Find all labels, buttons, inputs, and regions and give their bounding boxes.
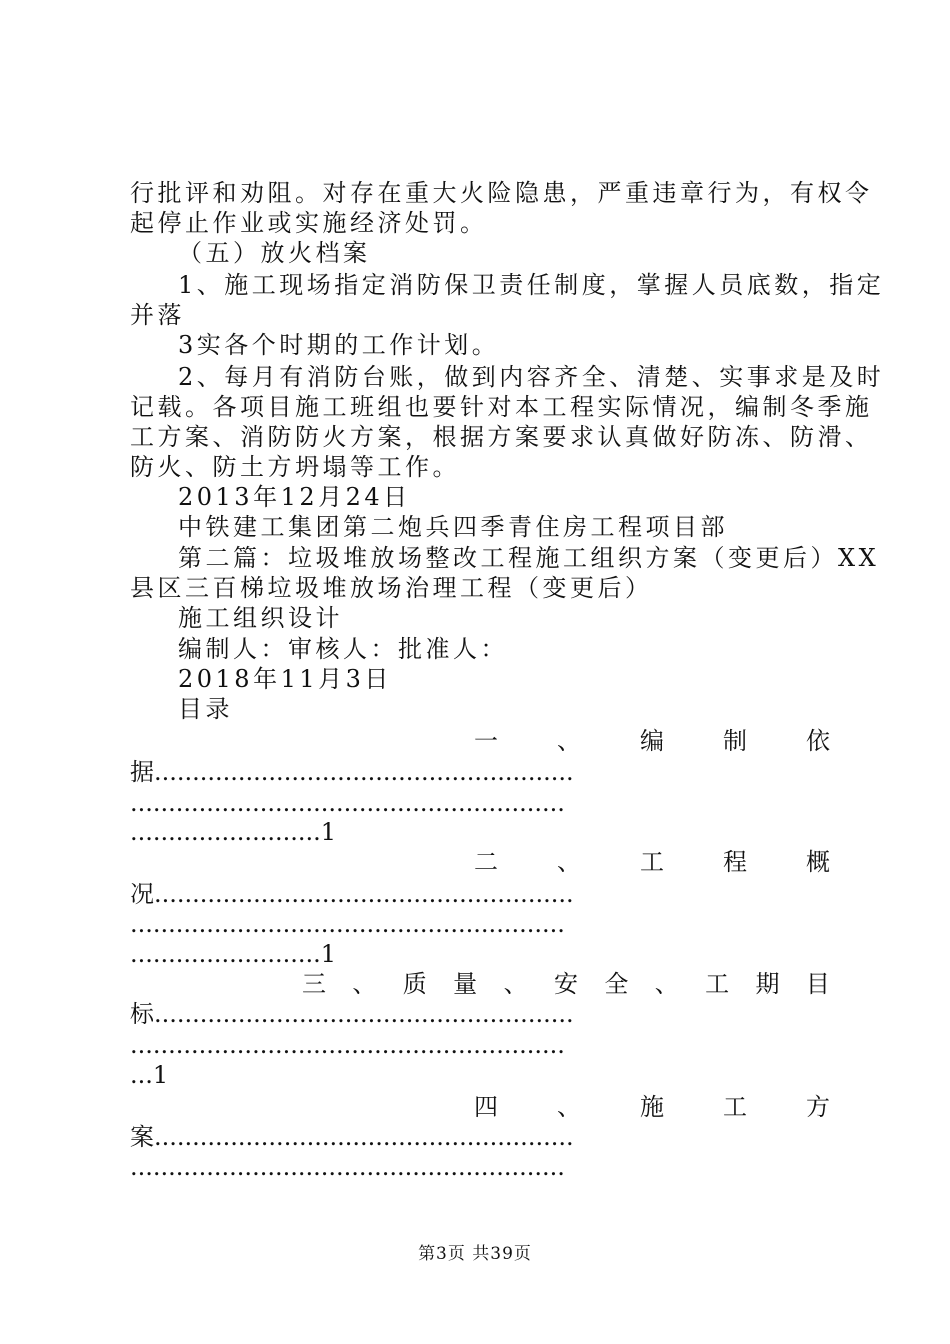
toc-heading-char: 程 [723, 848, 747, 876]
toc-heading-char: 、 [654, 970, 679, 998]
page-footer: 第3页 共39页 [418, 1244, 532, 1264]
paragraph-line: 行批评和劝阻。对存在重大火险隐患，严重违章行为，有权令 [130, 179, 873, 207]
toc-leader: 据....................................................... [130, 758, 574, 786]
toc-heading [474, 1092, 830, 1122]
toc-leader: ......................................................... [130, 789, 565, 817]
chapter-title-continued: 县区三百梯垃圾堆放场治理工程（变更后） [130, 574, 653, 602]
document-title: 施工组织设计 [178, 604, 343, 632]
toc-heading-char: 制 [723, 727, 747, 755]
toc-heading-char: 依 [806, 727, 830, 755]
toc-leader-page: .........................1 [130, 818, 336, 846]
paragraph-line: 3实各个时期的工作计划。 [178, 331, 500, 359]
toc-leader-page: .........................1 [130, 940, 336, 968]
paragraph-line: 并落 [130, 301, 185, 329]
toc-leader: 案....................................................... [130, 1123, 574, 1151]
toc-heading-char: 一 [474, 727, 498, 755]
toc-heading-char: 三 [302, 970, 326, 998]
toc-leader: 标....................................................... [130, 1000, 574, 1028]
toc-heading-char: 方 [806, 1093, 830, 1121]
date-line: 2018年11月3日 [178, 665, 392, 693]
toc-heading-char: 施 [640, 1093, 664, 1121]
paragraph-line: 2、每月有消防台账，做到内容齐全、清楚、实事求是及时 [178, 363, 885, 391]
paragraph-line: 防火、防土方坍塌等工作。 [130, 453, 460, 481]
toc-heading [474, 726, 830, 756]
toc-leader: 况....................................................... [130, 880, 574, 908]
toc-leader-page: ...1 [130, 1061, 169, 1089]
toc-heading-char: 概 [806, 848, 830, 876]
toc-heading-char: 二 [474, 848, 498, 876]
toc-heading-char: 量 [453, 970, 478, 998]
toc-leader: ......................................................... [130, 1153, 565, 1181]
toc-heading [474, 847, 830, 877]
toc-heading-char: 目 [805, 970, 830, 998]
toc-heading-char: 、 [503, 970, 528, 998]
toc-heading-char: 工 [640, 848, 664, 876]
section-heading: （五）放火档案 [178, 239, 371, 267]
toc-heading-char: 、 [557, 1093, 581, 1121]
paragraph-line: 记载。各项目施工班组也要针对本工程实际情况，编制冬季施 [130, 393, 873, 421]
signature-line: 编制人：审核人：批准人： [178, 635, 508, 663]
chapter-title: 第二篇：垃圾堆放场整改工程施工组织方案（变更后）XX [178, 544, 880, 572]
toc-heading-char: 、 [557, 727, 581, 755]
toc-heading-char: 质 [402, 970, 427, 998]
toc-heading [302, 969, 830, 999]
paragraph-line: 1、施工现场指定消防保卫责任制度，掌握人员底数，指定 [178, 271, 885, 299]
paragraph-line: 起停止作业或实施经济处罚。 [130, 209, 488, 237]
paragraph-line: 工方案、消防防火方案，根据方案要求认真做好防冻、防滑、 [130, 423, 873, 451]
toc-heading-char: 、 [557, 848, 581, 876]
toc-heading-char: 编 [640, 727, 664, 755]
toc-leader: ......................................................... [130, 910, 565, 938]
toc-heading-char: 安 [553, 970, 578, 998]
toc-heading-char: 期 [755, 970, 780, 998]
toc-heading-char: 工 [705, 970, 730, 998]
toc-heading-char: 、 [352, 970, 377, 998]
date-line: 2013年12月24日 [178, 483, 411, 511]
toc-heading-char: 工 [723, 1093, 747, 1121]
organization-line: 中铁建工集团第二炮兵四季青住房工程项目部 [178, 513, 728, 541]
toc-leader: ......................................................... [130, 1031, 565, 1059]
toc-title: 目录 [178, 695, 233, 723]
toc-heading-char: 全 [604, 970, 629, 998]
toc-heading-char: 四 [474, 1093, 498, 1121]
